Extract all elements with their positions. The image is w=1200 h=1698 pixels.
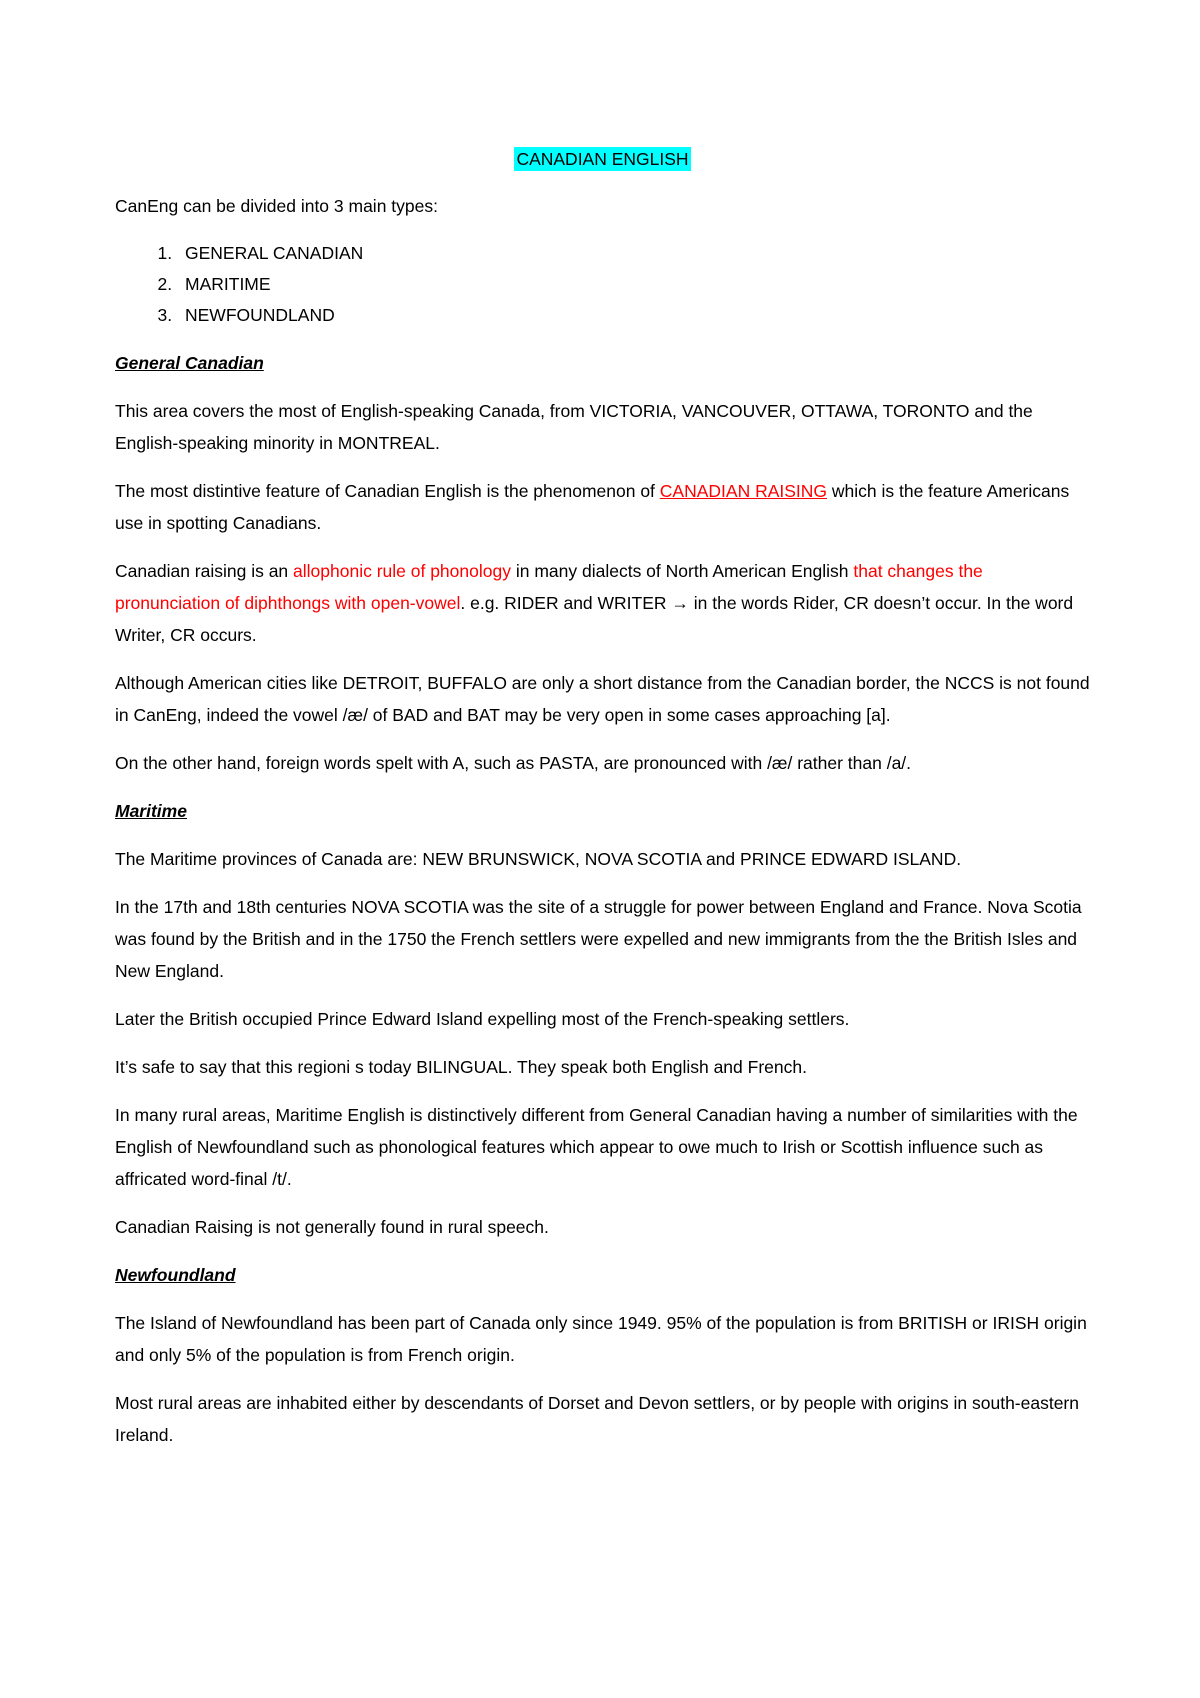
general-paragraph-2 (115, 475, 1090, 539)
newfoundland-paragraph-1: The Island of Newfoundland has been part of Canada only since 1949. 95% of the population is from BRITISH or IRISH origin and only 5% of the population is from French origin. (115, 1313, 1087, 1365)
list-item: 1. GENERAL CANADIAN (177, 238, 1090, 269)
general-paragraph-1: This area covers the most of English-speaking Canada, from VICTORIA, VANCOUVER, OTTAWA, TORONTO and the English-speaking minority in MONTREAL. (115, 401, 1033, 453)
section-heading-general: General Canadian (115, 353, 264, 373)
intro-paragraph: CanEng can be divided into 3 main types: (115, 196, 438, 216)
highlighted-phrase: that changes the pronunciation of diphthongs with open-vowel (115, 561, 983, 613)
maritime-paragraph-4: It’s safe to say that this regioni s today BILINGUAL. They speak both English and French. (115, 1057, 807, 1077)
canadian-raising-term: CANADIAN RAISING (659, 481, 828, 501)
list-item: 2. MARITIME (177, 269, 1090, 300)
general-paragraph-4: Although American cities like DETROIT, BUFFALO are only a short distance from the Canadian border, the NCCS is not found in CanEng, indeed the vowel /æ/ of BAD and BAT may be very open in some cases approaching [a]. (115, 673, 1090, 725)
newfoundland-paragraph-2: Most rural areas are inhabited either by descendants of Dorset and Devon settlers, or by people with origins in south-eastern Ireland. (115, 1393, 1079, 1445)
general-paragraph-3 (115, 555, 1090, 651)
maritime-paragraph-6: Canadian Raising is not generally found in rural speech. (115, 1217, 549, 1237)
text-run: which is the feature Americans use in spotting Canadians. (115, 481, 1070, 533)
section-heading-maritime: Maritime (115, 801, 187, 821)
text-run: . e.g. RIDER and WRITER → in the words Rider, CR doesn’t occur. In the word Writer, CR occurs. (115, 593, 1074, 645)
text-run: Canadian raising is an (115, 561, 294, 581)
page-title: CANADIAN ENGLISH (516, 149, 689, 169)
types-list (115, 238, 1090, 331)
general-paragraph-5: On the other hand, foreign words spelt with A, such as PASTA, are pronounced with /æ/ rather than /a/. (115, 753, 912, 773)
title-line (115, 144, 1090, 174)
highlighted-phrase: allophonic rule of phonology (293, 561, 511, 581)
text-run: in many dialects of North American English (510, 561, 854, 581)
maritime-paragraph-2: In the 17th and 18th centuries NOVA SCOTIA was the site of a struggle for power between England and France. Nova Scotia was found by the British and in the 1750 the French settlers were expelled and new immigrants from the the British Isles and New England. (115, 897, 1082, 981)
maritime-paragraph-5: In many rural areas, Maritime English is distinctively different from General Canadian having a number of similarities with the English of Newfoundland such as phonological features which appear to owe much to Irish or Scottish influence such as affricated word-final /t/. (115, 1105, 1078, 1189)
section-heading-newfoundland: Newfoundland (115, 1265, 236, 1285)
list-item: 3. NEWFOUNDLAND (177, 300, 1090, 331)
maritime-paragraph-3: Later the British occupied Prince Edward Island expelling most of the French-speaking settlers. (115, 1009, 850, 1029)
text-run: The most distintive feature of Canadian English is the phenomenon of (115, 481, 660, 501)
maritime-paragraph-1: The Maritime provinces of Canada are: NEW BRUNSWICK, NOVA SCOTIA and PRINCE EDWARD ISLAND. (115, 849, 962, 869)
